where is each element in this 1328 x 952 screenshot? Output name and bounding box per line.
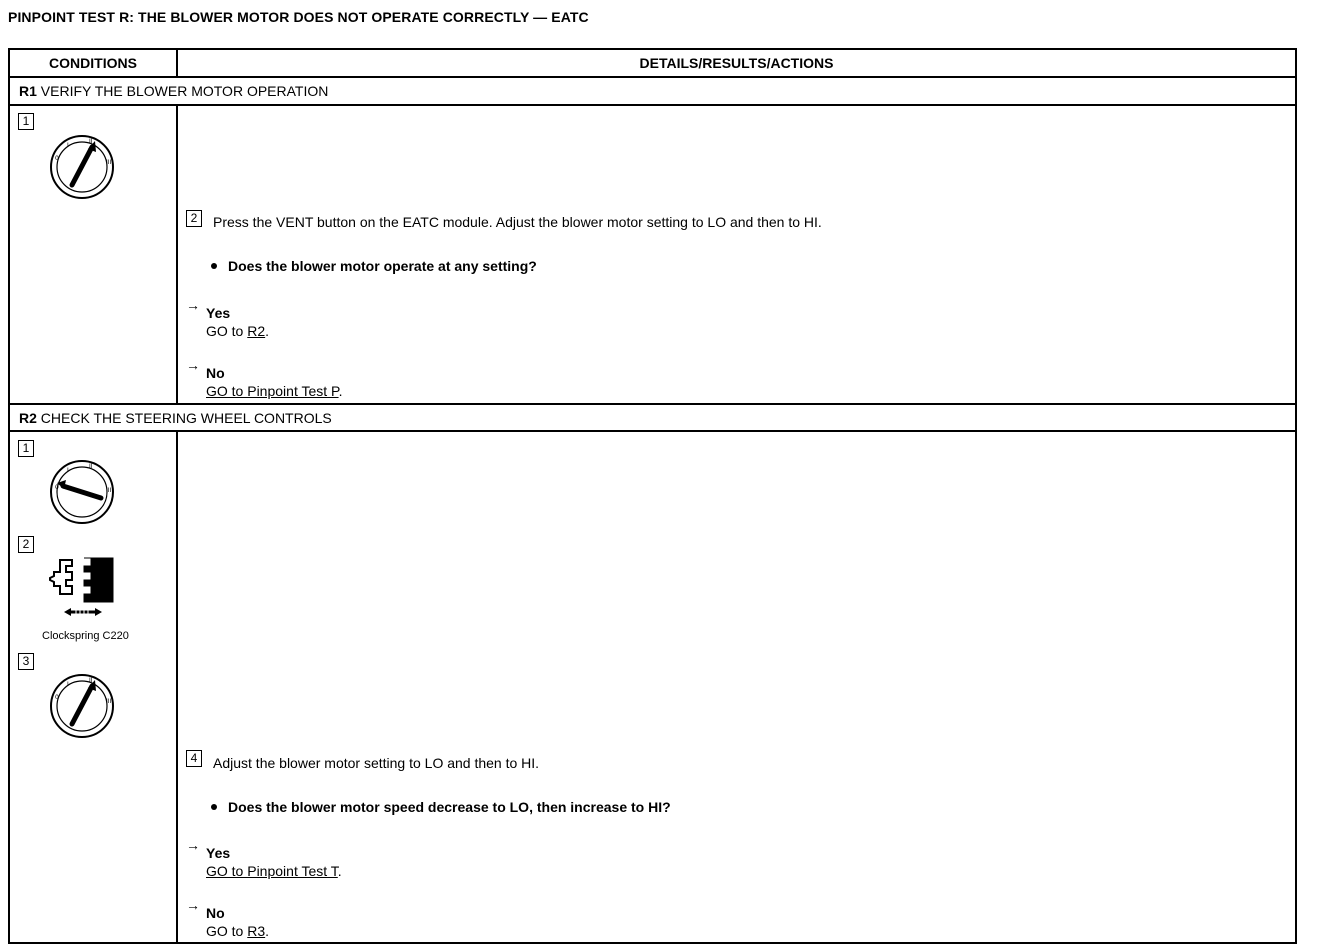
r2-no-action <box>206 923 269 939</box>
svg-text:II: II <box>89 463 93 470</box>
details-header: DETAILS/RESULTS/ACTIONS <box>639 55 834 71</box>
r1-no-arrow-icon: → <box>186 357 200 373</box>
r1-no-link[interactable]: GO to Pinpoint Test P <box>206 383 339 399</box>
r2-yes-label: Yes <box>206 845 231 861</box>
r1-cond-step-number: 1 <box>18 113 34 130</box>
r2-yes-arrow-icon: → <box>186 837 200 853</box>
svg-text:III: III <box>106 159 112 166</box>
r1-action-text: Press the VENT button on the EATC module. Adjust the blower motor setting to LO and then to HI. <box>213 214 822 230</box>
r2-cond-step-2-number: 2 <box>18 536 34 553</box>
r2-yes-action <box>206 863 342 879</box>
r1-step-title <box>19 78 328 104</box>
r1-yes-action <box>206 323 269 339</box>
r1-no-label: No <box>206 365 225 381</box>
svg-text:II: II <box>89 677 93 684</box>
connector-disconnect-icon <box>46 554 118 620</box>
ignition-switch-off-icon <box>48 458 116 526</box>
page-title: PINPOINT TEST R: THE BLOWER MOTOR DOES NOT OPERATE CORRECTLY — EATC <box>8 9 589 25</box>
conditions-header: CONDITIONS <box>49 55 137 71</box>
r2-no-prefix: GO to <box>206 923 244 939</box>
svg-text:0: 0 <box>55 155 59 162</box>
r1-title: VERIFY THE BLOWER MOTOR OPERATION <box>40 83 329 99</box>
r1-yes-link[interactable]: R2 <box>247 323 266 339</box>
r1-yes-label: Yes <box>206 305 231 321</box>
r1-id: R1 <box>19 83 37 99</box>
r1-no-suffix: . <box>338 383 343 399</box>
ignition-switch-run-icon <box>48 133 116 201</box>
r2-yes-link[interactable]: GO to Pinpoint Test T <box>206 863 338 879</box>
r2-yes-suffix: . <box>337 863 342 879</box>
svg-text:II: II <box>89 138 93 145</box>
r1-yes-prefix: GO to <box>206 323 244 339</box>
svg-text:0: 0 <box>55 694 59 701</box>
r2-no-link[interactable]: R3 <box>247 923 266 939</box>
r1-yes-suffix: . <box>265 323 270 339</box>
r2-action-step-number: 4 <box>186 750 202 767</box>
r2-question-text: Does the blower motor speed decrease to LO, then increase to HI? <box>228 799 671 815</box>
svg-text:III: III <box>106 487 112 494</box>
ignition-switch-run-icon <box>48 672 116 740</box>
r1-yes-arrow-icon: → <box>186 297 200 313</box>
r2-step-title <box>19 405 332 431</box>
r1-question <box>211 258 537 274</box>
r2-title: CHECK THE STEERING WHEEL CONTROLS <box>40 410 332 426</box>
bullet-dot <box>211 263 217 269</box>
r2-cond-step-1-number: 1 <box>18 440 34 457</box>
r1-action-step-number: 2 <box>186 210 202 227</box>
r2-no-label: No <box>206 905 225 921</box>
r2-action-text: Adjust the blower motor setting to LO and then to HI. <box>213 755 540 771</box>
r1-no-action <box>206 383 342 399</box>
connector-caption: Clockspring C220 <box>42 630 129 642</box>
bullet-dot <box>211 804 217 810</box>
svg-text:III: III <box>106 698 112 705</box>
r2-id: R2 <box>19 410 37 426</box>
svg-text:I: I <box>67 467 69 474</box>
r1-question-text: Does the blower motor operate at any setting? <box>228 258 537 274</box>
svg-text:I: I <box>67 681 69 688</box>
r2-cond-step-3-number: 3 <box>18 653 34 670</box>
r2-question <box>211 799 671 815</box>
svg-text:0: 0 <box>55 484 59 491</box>
r2-no-suffix: . <box>265 923 270 939</box>
svg-text:I: I <box>67 142 69 149</box>
r2-no-arrow-icon: → <box>186 897 200 913</box>
